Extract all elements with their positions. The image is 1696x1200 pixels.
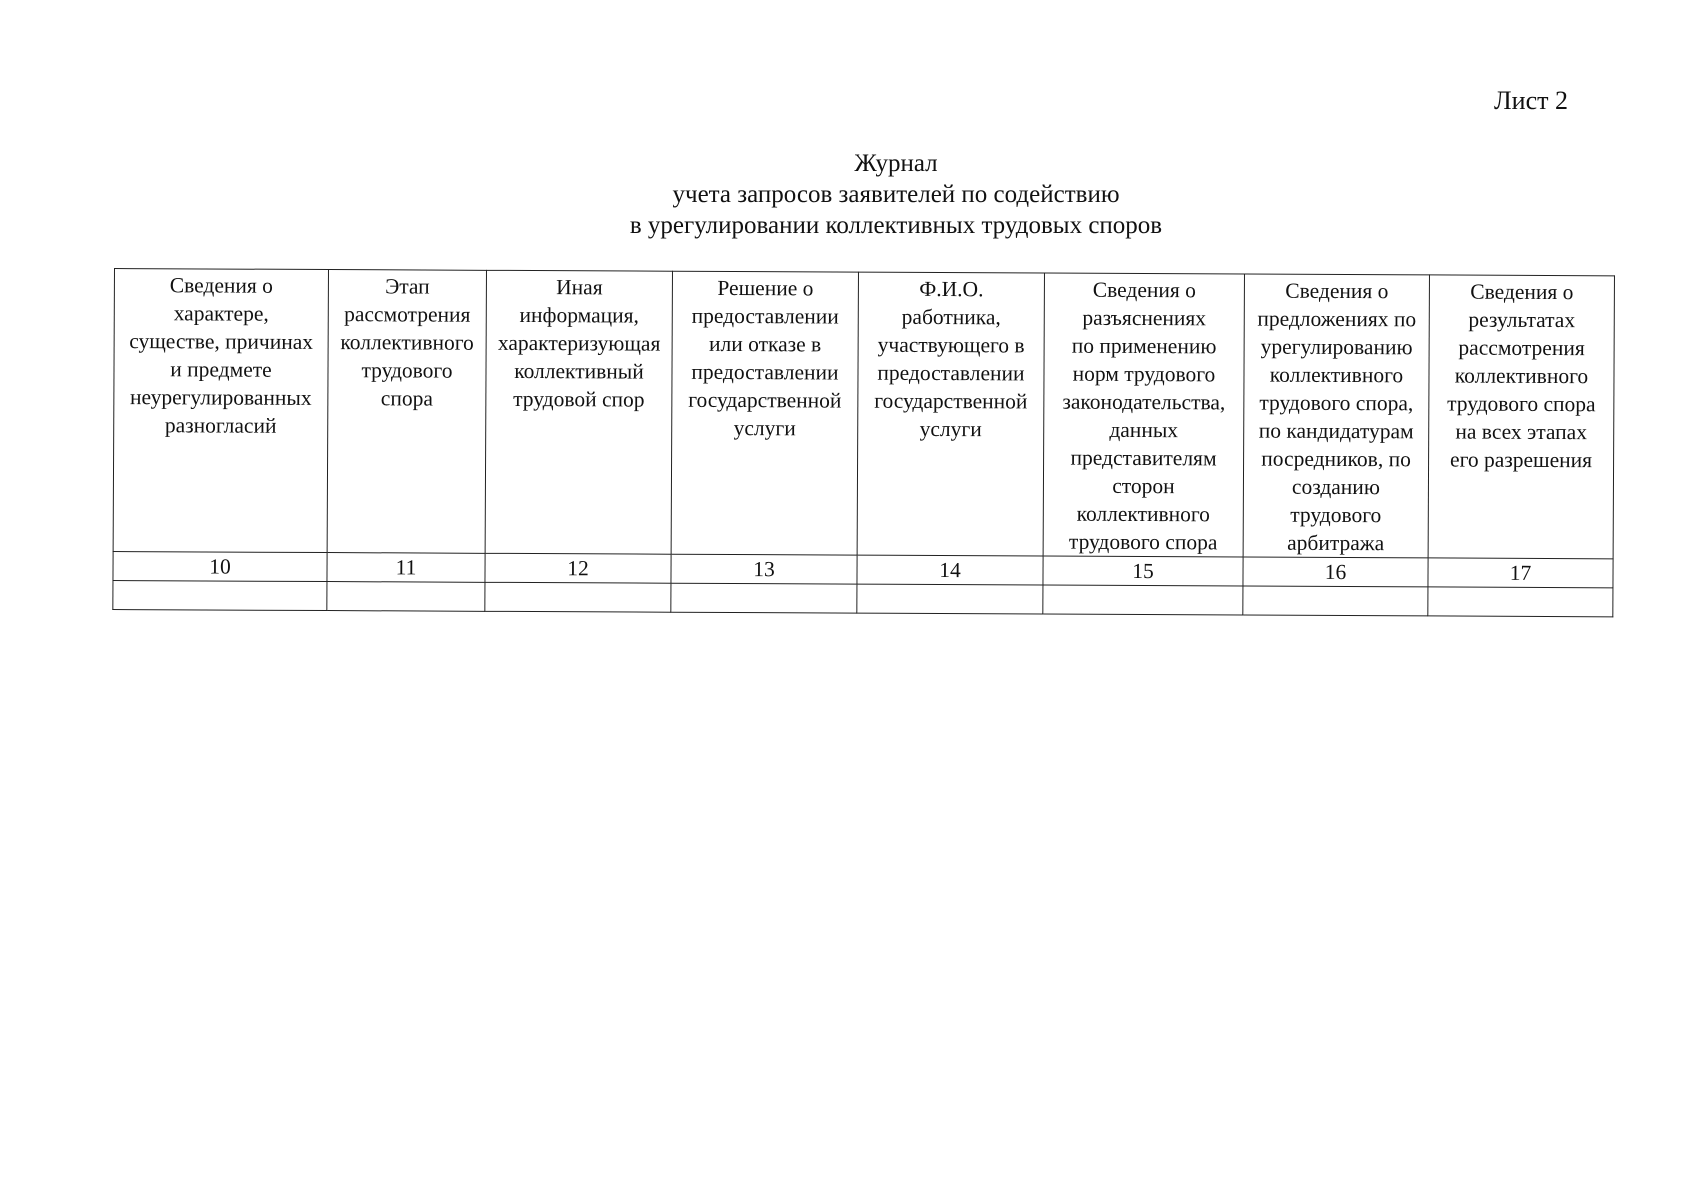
column-number: 11 <box>327 553 485 583</box>
column-header-line: участвующего в <box>877 332 1025 358</box>
column-header-line: рассмотрения <box>344 302 471 327</box>
column-number: 13 <box>671 554 857 584</box>
column-header-line: разногласий <box>164 413 277 438</box>
column-header-line: разъяснениях <box>1082 305 1207 331</box>
column-header-line: Этап <box>385 274 430 299</box>
column-header-line: его разрешения <box>1450 447 1593 473</box>
column-number: 17 <box>1428 558 1613 588</box>
table-cell <box>1243 586 1428 616</box>
column-header-line: на всех этапах <box>1455 419 1588 445</box>
column-header-8 <box>1428 275 1614 559</box>
column-number: 16 <box>1243 557 1428 587</box>
table-cell <box>857 584 1043 614</box>
column-header-line: работника, <box>901 304 1001 330</box>
column-header-line: коллективного <box>1269 362 1404 388</box>
column-header-line: Сведения о <box>1285 278 1389 304</box>
column-header-5 <box>857 272 1044 556</box>
column-header-line: трудового спора, <box>1259 390 1414 416</box>
column-header-line: представителям <box>1070 445 1217 471</box>
column-header-line: коллективного <box>340 330 474 355</box>
column-header-line: информация, <box>519 302 640 328</box>
title-line-3: в урегулировании коллективных трудовых споров <box>629 212 1163 239</box>
title-line-1: Журнал <box>854 150 938 177</box>
column-header-line: коллективный <box>514 358 644 384</box>
table-cell <box>113 580 327 610</box>
column-header-line: или отказе в <box>708 331 822 357</box>
document-title <box>0 148 1696 241</box>
column-number: 12 <box>485 553 671 583</box>
column-header-line: законодательства, <box>1062 389 1226 415</box>
column-header-7 <box>1243 274 1429 558</box>
column-header-line: Сведения о <box>1470 279 1574 305</box>
column-header-line: арбитража <box>1287 530 1385 556</box>
table-cell <box>485 582 671 612</box>
column-header-line: коллективного <box>1076 501 1211 527</box>
column-header-6 <box>1043 273 1244 557</box>
table-cell <box>1043 585 1243 615</box>
journal-table <box>112 268 1615 617</box>
column-header-line: по применению <box>1071 333 1217 359</box>
column-header-line: Сведения о <box>1092 277 1197 303</box>
column-header-line: урегулированию <box>1260 334 1413 360</box>
column-header-line: результатах <box>1468 307 1576 333</box>
column-header-line: услуги <box>733 416 796 441</box>
column-header-line: предоставлении <box>877 360 1025 386</box>
column-header-line: предоставлении <box>691 303 839 329</box>
column-number: 15 <box>1043 556 1243 586</box>
column-header-4 <box>671 271 858 555</box>
column-header-line: созданию <box>1291 474 1380 500</box>
title-line-2: учета запросов заявителей по содействию <box>672 181 1120 208</box>
column-header-line: посредников, по <box>1261 446 1411 472</box>
column-header-line: рассмотрения <box>1458 335 1585 361</box>
column-header-line: трудового <box>1290 502 1382 528</box>
column-header-line: трудового спора <box>1068 529 1218 555</box>
column-header-2 <box>327 270 486 554</box>
column-header-line: по кандидатурам <box>1258 418 1414 444</box>
column-header-line: государственной <box>874 388 1028 414</box>
column-header-line: спора <box>380 386 433 411</box>
column-header-line: характеризующая <box>497 330 661 356</box>
column-header-line: коллективного <box>1454 363 1589 389</box>
column-header-line: норм трудового <box>1072 361 1216 387</box>
column-header-line: Ф.И.О. <box>919 276 984 302</box>
column-header-line: услуги <box>919 416 982 442</box>
column-number: 14 <box>857 555 1043 585</box>
table-cell <box>327 582 485 612</box>
column-header-line: предоставлении <box>691 359 839 385</box>
column-header-line: неурегулированных <box>130 385 312 410</box>
column-header-line: данных <box>1109 417 1179 443</box>
column-header-line: предложениях по <box>1257 306 1417 332</box>
column-number: 10 <box>113 551 327 581</box>
column-header-line: характере, <box>173 301 269 326</box>
column-header-line: Сведения о <box>169 273 274 298</box>
column-header-line: существе, причинах <box>129 329 314 354</box>
column-header-line: трудового <box>361 358 453 383</box>
column-header-line: государственной <box>688 387 842 413</box>
column-header-line: сторон <box>1112 473 1175 499</box>
sheet-label: Лист 2 <box>1494 86 1568 115</box>
column-header-line: трудовой спор <box>513 386 645 412</box>
column-header-line: и предмете <box>170 357 272 382</box>
column-header-line: трудового спора <box>1447 391 1596 417</box>
column-header-line: Решение о <box>717 275 814 301</box>
header-row <box>113 269 1614 559</box>
table-cell <box>1428 587 1613 617</box>
column-header-line: Иная <box>556 275 603 300</box>
column-header-3 <box>485 270 672 554</box>
column-header-1 <box>113 269 328 553</box>
table-cell <box>671 583 857 613</box>
table-row <box>113 580 1613 616</box>
